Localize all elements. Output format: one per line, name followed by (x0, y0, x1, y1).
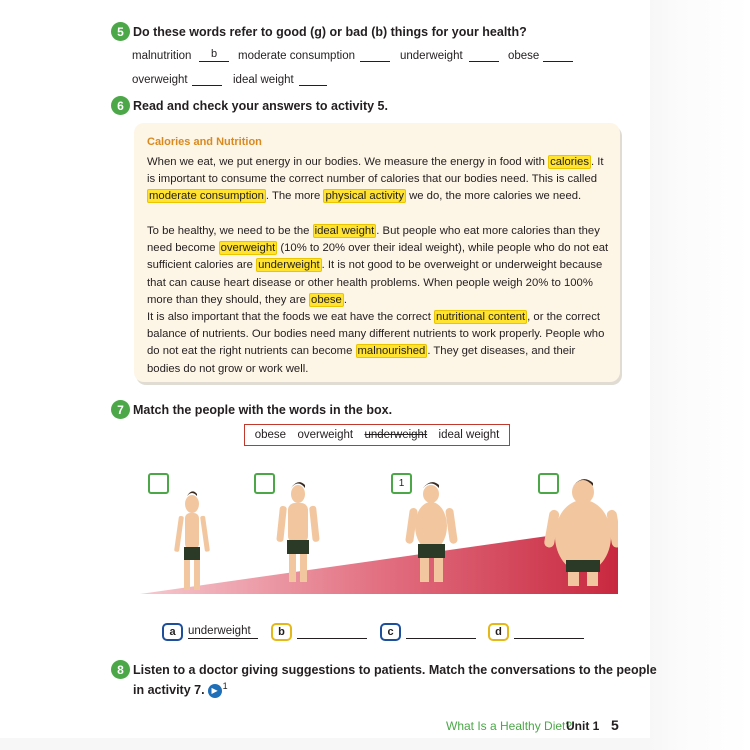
person-ideal-weight (276, 482, 319, 582)
body-types-illustration (140, 466, 618, 598)
word-box-obese: obese (254, 429, 287, 441)
paragraph-1: When we eat, we put energy in our bodies. We measure the energy in food with calories . It is important to consume the correct number of calories that our bodies need. This is called moderate consumption . The more physical activity we do, the more calories we need. (147, 156, 604, 203)
page-bottom-edge (0, 738, 650, 750)
answer-blank-malnutrition[interactable]: b (199, 48, 229, 62)
answer-d (488, 622, 584, 642)
activity-8-number: 8 (111, 660, 130, 679)
answer-blank-obese[interactable] (543, 48, 573, 62)
answer-a (162, 622, 258, 642)
activity-7-number: 7 (111, 400, 130, 419)
checkbox-person-4[interactable] (538, 473, 559, 494)
vocab-word-obese: obese (508, 50, 540, 62)
checkbox-person-1[interactable] (148, 473, 169, 494)
vocab-word-malnutrition: malnutrition (132, 50, 192, 62)
answer-blank-overweight[interactable] (192, 72, 222, 86)
highlight-ideal-weight: ideal weight (314, 225, 375, 237)
footer-unit: Unit 1 (566, 719, 600, 733)
answer-c (380, 622, 476, 642)
checkbox-person-2[interactable] (254, 473, 275, 494)
paragraph-2: To be healthy, we need to be the ideal weight . But people who eat more calories than they need become overweight (10% to 20% over their ideal weight), while people who do not eat sufficient calories are underweight . It is not good to be overweight or underweight because that can cause heart disease or other health problems. When people weigh 20% to 100% more than they should, they are obese . (147, 225, 609, 306)
word-box-overweight: overweight (297, 429, 354, 441)
next-page-edge (650, 0, 750, 750)
word-box-ideal-weight: ideal weight (438, 429, 500, 441)
vocab-word-underweight: underweight (400, 50, 463, 62)
answer-a-field[interactable]: underweight (188, 625, 258, 639)
highlight-underweight: underweight (258, 259, 320, 272)
answer-d-field[interactable] (514, 625, 584, 639)
activity-8-instruction-line-2: in activity 7. ▶ $^1$ (133, 681, 228, 698)
activity-6-instruction: Read and check your answers to activity 5. (133, 99, 388, 113)
vocab-word-moderate-consumption: moderate consumption (238, 50, 355, 62)
highlight-obese: obese (311, 293, 342, 306)
letter-d-box: d (488, 623, 509, 641)
activity-5-number: 5 (111, 22, 130, 41)
reading-title: Calories and Nutrition (147, 136, 262, 148)
answer-b-field[interactable] (297, 625, 367, 639)
highlight-calories: calories (550, 156, 589, 168)
activity-5-instruction: Do these words refer to good (g) or bad (b) things for your health? (133, 25, 527, 39)
letter-b-box: b (271, 623, 292, 641)
answer-c-field[interactable] (406, 625, 476, 639)
checkbox-person-3[interactable]: 1 (391, 473, 412, 494)
vocab-word-overweight: overweight (132, 74, 188, 86)
activity-7-instruction: Match the people with the words in the box. (133, 403, 393, 417)
vocab-word-ideal-weight: ideal weight (233, 74, 294, 86)
footer-chapter-title: What Is a Healthy Diet? (446, 719, 573, 733)
highlight-moderate-consumption: moderate consumption (149, 190, 264, 203)
answer-b (271, 622, 367, 642)
word-box (244, 424, 510, 446)
audio-play-icon[interactable]: ▶ (208, 684, 222, 698)
footer-page-number: 5 (611, 717, 619, 733)
letter-c-box: c (380, 623, 401, 641)
answer-blank-underweight[interactable] (469, 48, 499, 62)
highlight-physical-activity: physical activity (325, 190, 404, 203)
person-underweight (174, 491, 210, 590)
highlight-nutritional-content: nutritional content (435, 311, 526, 323)
activity-6-number: 6 (111, 96, 130, 115)
answer-blank-ideal-weight[interactable] (299, 72, 327, 86)
word-box-underweight-crossed: underweight (364, 429, 428, 441)
activity-8-instruction-line-1: Listen to a doctor giving suggestions to patients. Match the conversations to the people (133, 663, 657, 677)
letter-a-box: a (162, 623, 183, 641)
highlight-overweight: overweight (220, 242, 276, 255)
audio-track-number: 1 (222, 681, 228, 691)
reading-passage-box (134, 123, 620, 382)
paragraph-3: It is also important that the foods we eat have the correct nutritional content , or the correct balance of nutrients. Our bodies need many different nutrients to work properly. People who do not eat the right nutrients can become malnourished . They get diseases, and their bodies do not grow or work well. (147, 311, 605, 375)
highlight-malnourished: malnourished (357, 345, 426, 358)
answer-blank-moderate-consumption[interactable] (360, 48, 390, 62)
